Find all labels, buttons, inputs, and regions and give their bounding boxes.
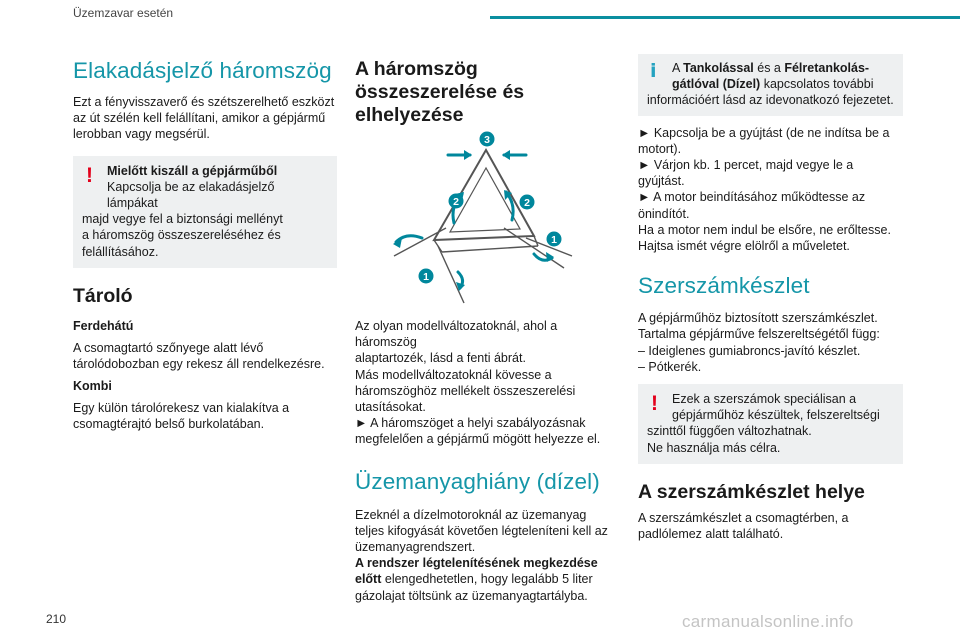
callout-2-left-label: 2 [453,196,459,208]
toolkit-location-heading: A szerszámkészlet helye [638,480,865,503]
page-number: 210 [46,612,67,626]
column-1 [73,44,337,433]
estate-text: Egy külön tárolórekesz van kialakítva a csomagtérajtó belső burkolatában. [73,401,290,432]
toolkit-location-text: A szerszámkészlet a csomagtérben, a padlólemez alatt található. [638,510,849,542]
info-box: i A Tankolással és a Félretankolás- gátlóval (Dízel) kapcsolatos további információért lásd az idevonatkozó fejezetet. [638,54,903,116]
assembly-text: Az olyan modellváltozatoknál, ahol a háromszög alaptartozék, lásd a fenti ábrát. Más modellváltozatoknál kövesse a háromszöghöz mellékelt összeszerelési utasításokat. ► A háromszöget a helyi szabályozásnak megfelelően a gépjármű mögött helyezze el. [355,319,601,447]
warning-exclamation-icon: ! [86,163,93,187]
warning-exclamation-icon: ! [651,392,658,416]
running-header: Üzemzavar esetén [73,6,174,20]
column-3 [638,54,903,542]
toolkit-warning-box: ! Ezek a szerszámok speciálisan a gépjárműhöz készültek, felszereltségi szinttől függően változhatnak. Ne használja más célra. [638,384,903,464]
section-title-triangle: Elakadásjelző háromszög [73,58,332,83]
subheading-estate: Kombi [73,379,112,394]
restart-steps: ► Kapcsolja be a gyújtást (de ne indítsa be a motort). ► Várjon kb. 1 percet, majd vegye le a gyújtást. ► A motor beindításához működtesse az önindítót. Ha a motor nem indul be elsőre, ne erőltesse. Hajtsa ismét végre elölről a műveletet. [638,125,891,254]
warning-title: Mielőtt kiszáll a gépjárműből [107,163,278,178]
toolkit-heading: Szerszámkészlet [638,273,810,299]
fuel-shortage-heading: Üzemanyaghiány (dízel) [355,468,600,494]
storage-heading: Tároló [73,284,133,307]
watermark: carmanualsonline.info [682,612,854,631]
subheading-hatchback: Ferdehátú [73,318,134,333]
callout-2-right-label: 2 [524,197,530,209]
warning-box: ! Mielőtt kiszáll a gépjárműből Kapcsolja be az elakadásjelző lámpákat majd vegye fel a biztonsági mellényt a háromszög összeszereléséhez és felállításához. [73,156,337,268]
fuel-text: Ezeknél a dízelmotoroknál az üzemanyag teljes kifogyását követően légteleníteni kell az üzemanyagrendszert. A rendszer légtelenítésének megkezdése előtt elengedhetetlen, hogy legalább 5 liter gázolajat töltsünk az üzemanyagtartályba. [355,507,608,603]
info-icon: i [650,60,657,82]
column-2-text [355,318,620,604]
hatchback-text: A csomagtartó szőnyege alatt lévő tárolódobozban egy rekesz áll rendelkezésre. [73,340,325,372]
toolkit-text: A gépjárműhöz biztosított szerszámkészlet. Tartalma gépjárműve felszereltségétől függ: – Ideiglenes gumiabroncs-javító készlet. – Pótkerék. [638,311,880,374]
callout-3-label: 3 [484,134,490,146]
intro-paragraph: Ezt a fényvisszaverő és szétszerelhető eszközt az út szélén kell felállítani, amikor a gépjármű lerobban vagy megsérül. [73,95,335,142]
assembly-heading: A háromszög összeszerelése és elhelyezése [355,58,525,126]
header-accent-bar [490,16,960,19]
column-2 [355,44,620,127]
callout-1-right-label: 1 [551,234,557,246]
warning-triangle-diagram [376,128,576,314]
callout-1-left-label: 1 [423,271,429,283]
